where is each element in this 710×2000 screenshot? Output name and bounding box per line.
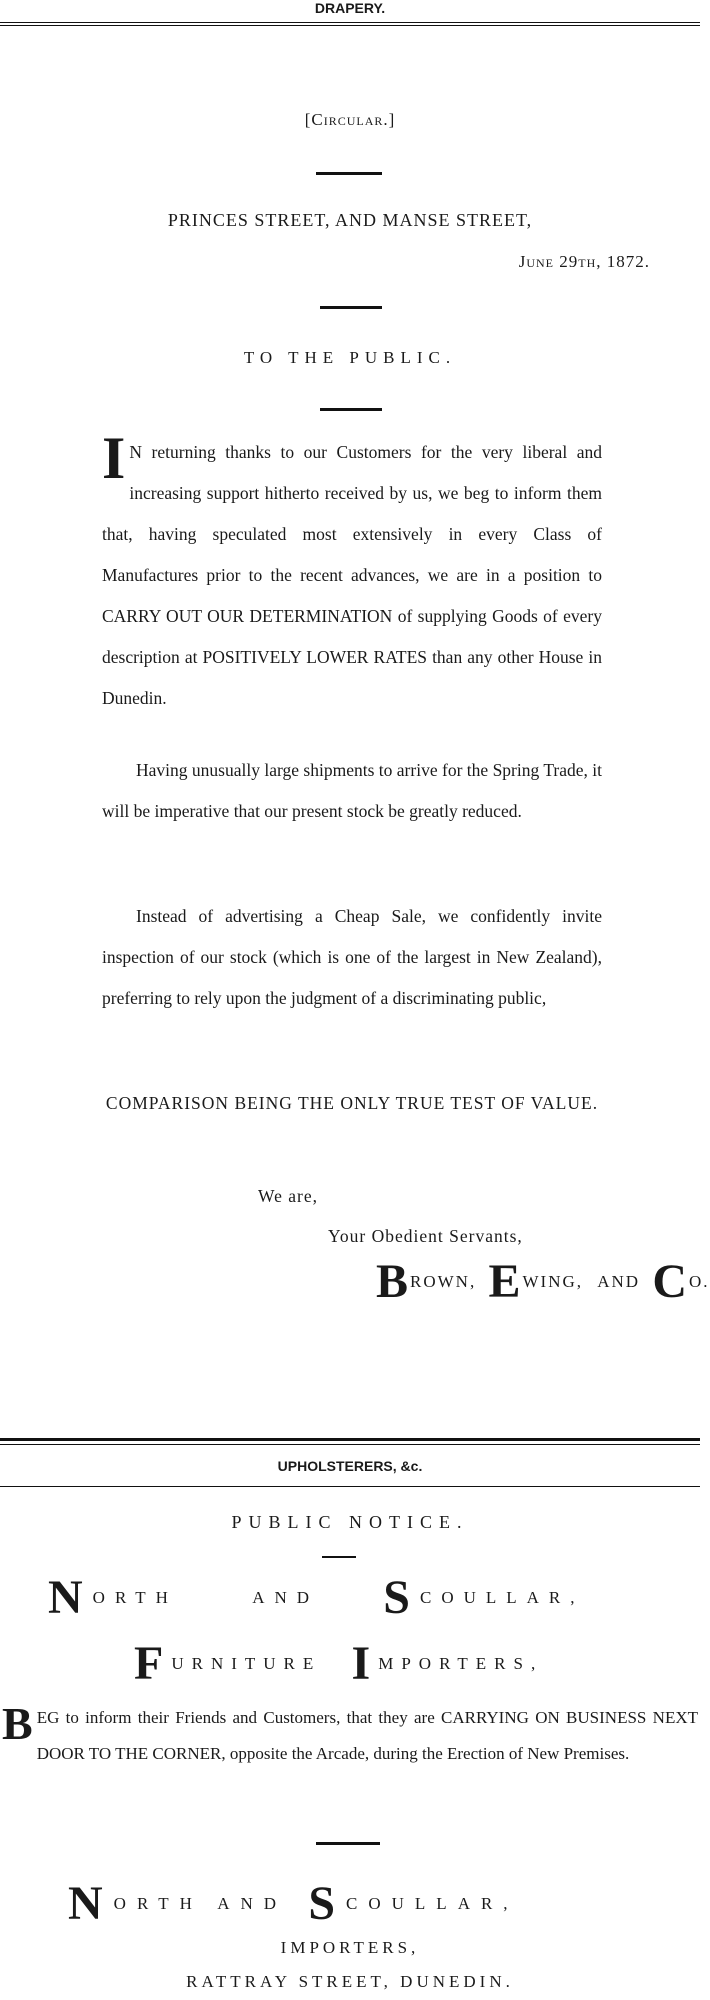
subtitle-word: URNITURE xyxy=(171,1654,322,1673)
obedient-servants: Your Obedient Servants, xyxy=(328,1226,523,1246)
paragraph-returning-thanks xyxy=(102,425,602,719)
subtitle-furniture-importers xyxy=(134,1636,654,1691)
paragraph-cheap-sale: Instead of advertising a Cheap Sale, we confidently invite inspection of our stock (which is one of the largest in New Zealand), preferring to rely upon the judgment of a discriminating public, xyxy=(102,906,602,1008)
heading-public-notice: PUBLIC NOTICE. xyxy=(231,1512,469,1532)
header-rule xyxy=(0,22,700,23)
importers-line: IMPORTERS, xyxy=(280,1938,420,1957)
signature-word: ROWN, xyxy=(410,1272,477,1291)
divider xyxy=(320,306,382,309)
circular-label: [Circular.] xyxy=(304,110,396,129)
dropcap: I xyxy=(102,425,126,491)
notice-text: EG to inform their Friends and Customers, that they are CARRYING ON BUSINESS NEXT DOOR TO THE CORNER, opposite the Arcade, during the Erection of New Premises. xyxy=(36,1708,698,1763)
footer-word: COULLAR, xyxy=(346,1894,519,1913)
divider xyxy=(316,1842,380,1845)
footer-cap: N xyxy=(68,1877,114,1930)
name-word: ORTH xyxy=(92,1588,178,1607)
signature-cap: E xyxy=(488,1255,523,1308)
header-rule-lower xyxy=(0,25,700,26)
name-word: COULLAR, xyxy=(419,1588,585,1607)
we-are: We are, xyxy=(258,1186,318,1206)
heading-to-the-public: TO THE PUBLIC. xyxy=(243,348,457,367)
header-rule xyxy=(0,1486,700,1487)
comparison-statement: COMPARISON BEING THE ONLY TRUE TEST OF VALUE. xyxy=(105,1093,599,1113)
notice-paragraph xyxy=(2,1700,698,1772)
footer-cap: S xyxy=(308,1877,347,1930)
divider xyxy=(322,1556,356,1558)
section-header-drapery: DRAPERY. xyxy=(314,0,386,16)
signature-cap: B xyxy=(376,1255,411,1308)
address-line: PRINCES STREET, AND MANSE STREET, xyxy=(167,210,533,230)
footer-word: ORTH AND xyxy=(113,1894,288,1913)
date-line: June 29th, 1872. xyxy=(518,252,650,271)
divider xyxy=(320,408,382,411)
section-rule xyxy=(0,1438,700,1441)
subtitle-word: MPORTERS, xyxy=(378,1654,544,1673)
paragraph-text: N returning thanks to our Customers for the very liberal and increasing support hitherto received by us, we beg to inform them that, having speculated most extensively in every Class of Manufactures prior to the recent advances, we are in a position to CARRY OUT OUR DETERMINATION of supplying Goods of every description at POSITIVELY LOWER RATES than any other House in Dunedin. xyxy=(102,442,602,708)
section-header-upholsterers: UPHOLSTERERS, &c. xyxy=(277,1458,423,1474)
street-line: RATTRAY STREET, DUNEDIN. xyxy=(186,1972,514,1991)
signature-cap: C xyxy=(652,1255,690,1308)
name-cap: N xyxy=(48,1571,93,1624)
subtitle-cap: I xyxy=(351,1637,379,1690)
name-cap: S xyxy=(383,1571,420,1624)
section-rule-thin xyxy=(0,1444,700,1445)
name-word: AND xyxy=(252,1588,320,1607)
footer-name xyxy=(68,1876,668,1931)
signature-word: O. xyxy=(689,1272,710,1291)
signature-brown-ewing xyxy=(376,1254,710,1309)
divider xyxy=(316,172,382,175)
dropcap: B xyxy=(2,1698,33,1749)
name-north-and-scoullar xyxy=(48,1570,668,1625)
signature-word: WING, xyxy=(522,1272,583,1291)
paragraph-spring-trade: Having unusually large shipments to arrive for the Spring Trade, it will be imperative that our present stock be greatly reduced. xyxy=(102,760,602,821)
subtitle-cap: F xyxy=(134,1637,172,1690)
signature-word: AND xyxy=(597,1272,641,1291)
